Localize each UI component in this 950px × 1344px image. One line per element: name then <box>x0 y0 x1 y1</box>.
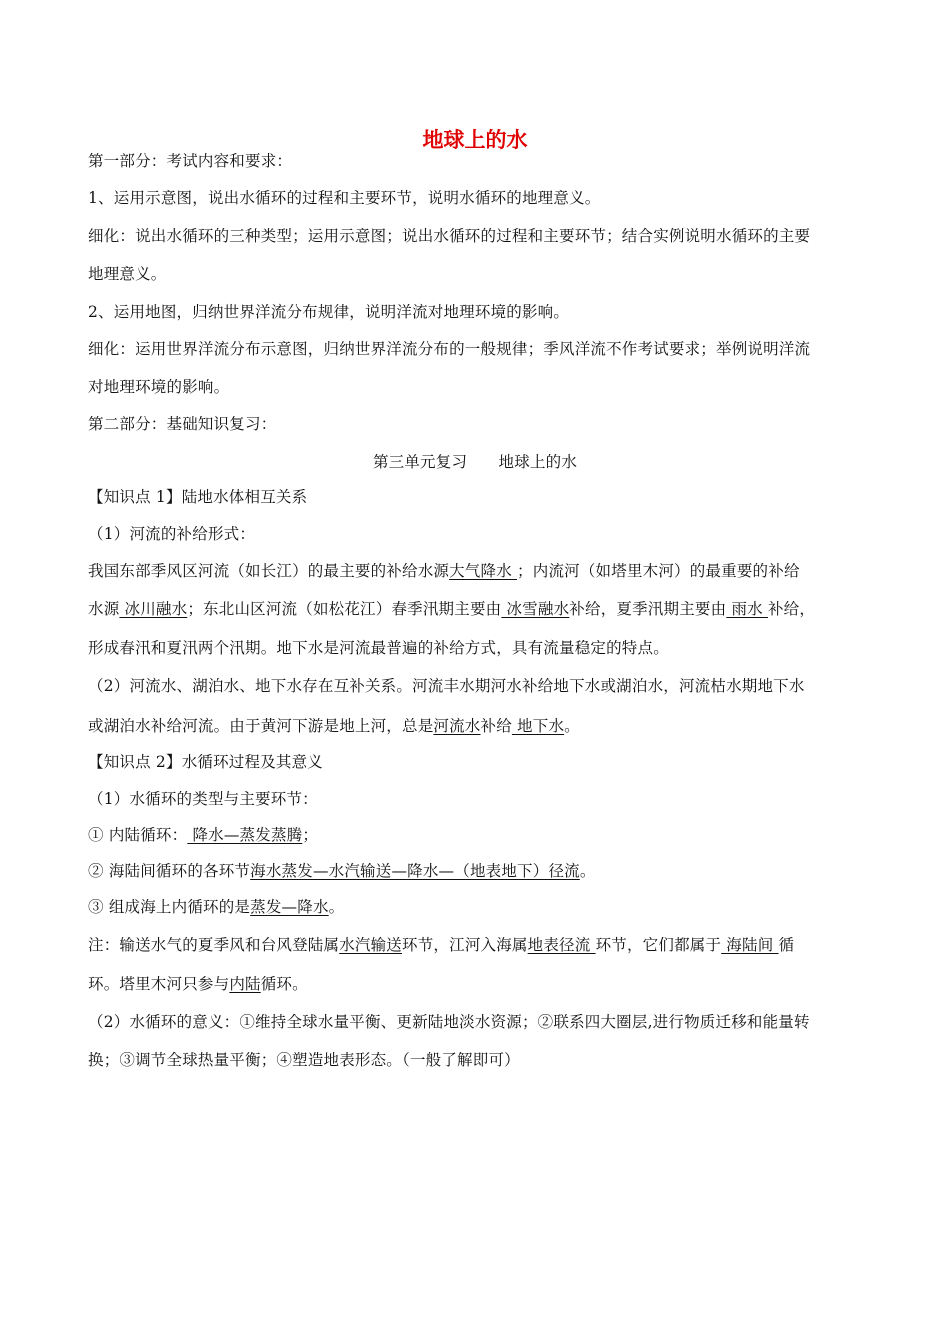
answer-blank: 海水蒸发—水汽输送—降水—（地表地下）径流 <box>250 862 580 880</box>
answer-blank: 地表径流 <box>527 936 596 954</box>
part1-heading: 第一部分：考试内容和要求： <box>88 152 293 170</box>
answer-blank: 大气降水 <box>449 562 518 580</box>
kp1-sub2-line-1: （2）河流水、湖泊水、地下水存在互补关系。河流丰水期河水补给地下水或湖泊水，河流枯水期地下水 <box>88 677 805 695</box>
kp1-paragraph-line-1: 我国东部季风区河流（如长江）的最主要的补给水源大气降水 ；内流河（如塔里木河）的最重要的补给 <box>88 562 800 580</box>
kp1-heading: 【知识点 1】陆地水体相互关系 <box>88 488 308 506</box>
answer-blank: 水汽输送 <box>339 936 403 954</box>
cycle-inland: ① 内陆循环： 降水—蒸发蒸腾； <box>88 826 319 844</box>
cycle-ocean: ③ 组成海上内循环的是蒸发—降水。 <box>88 898 345 916</box>
answer-blank: 降水—蒸发蒸腾 <box>187 826 303 844</box>
kp2-sub1: （1）水循环的类型与主要环节： <box>88 790 318 808</box>
answer-blank: 海陆间 <box>721 936 779 954</box>
kp1-sub2-line-2: 或湖泊水补给河流。由于黄河下游是地上河，总是河流水补给 地下水。 <box>88 717 580 735</box>
part2-heading: 第二部分：基础知识复习： <box>88 415 277 433</box>
answer-blank: 冰川融水 <box>119 600 188 618</box>
requirement-1: 1、运用示意图，说出水循环的过程和主要环节，说明水循环的地理意义。 <box>88 189 601 207</box>
requirement-2: 2、运用地图，归纳世界洋流分布规律，说明洋流对地理环境的影响。 <box>88 303 570 321</box>
detail-2-line-2: 对地理环境的影响。 <box>88 378 230 396</box>
kp2-heading: 【知识点 2】水循环过程及其意义 <box>88 753 323 771</box>
answer-blank: 蒸发—降水 <box>250 898 329 916</box>
detail-1-line-2: 地理意义。 <box>88 265 167 283</box>
cycle-sea-land: ② 海陆间循环的各环节海水蒸发—水汽输送—降水—（地表地下）径流。 <box>88 862 596 880</box>
answer-blank: 地下水 <box>511 717 565 735</box>
detail-1-line-1: 细化：说出水循环的三种类型；运用示意图；说出水循环的过程和主要环节；结合实例说明水循环的主要 <box>88 227 811 245</box>
kp1-sub1: （1）河流的补给形式： <box>88 525 256 543</box>
answer-blank: 河流水 <box>433 717 481 735</box>
answer-blank: 雨水 <box>726 600 768 618</box>
kp1-paragraph-line-2: 水源 冰川融水；东北山区河流（如松花江）春季汛期主要由 冰雪融水补给，夏季汛期主要由 雨水 补给， <box>88 600 816 618</box>
note-line-1: 注：输送水气的夏季风和台风登陆属水汽输送环节，江河入海属地表径流 环节，它们都属于 海陆间 循 <box>88 936 795 954</box>
kp2-sub2-line-2: 换；③调节全球热量平衡；④塑造地表形态。（一般了解即可） <box>88 1051 520 1069</box>
kp1-paragraph-line-3: 形成春汛和夏汛两个汛期。地下水是河流最普遍的补给方式，具有流量稳定的特点。 <box>88 639 669 657</box>
page-title: 地球上的水 <box>422 128 528 152</box>
detail-2-line-1: 细化：运用世界洋流分布示意图，归纳世界洋流分布的一般规律；季风洋流不作考试要求；举例说明洋流 <box>88 340 811 358</box>
unit-title: 第三单元复习 地球上的水 <box>372 453 578 471</box>
answer-blank: 内陆 <box>229 975 261 993</box>
note-line-2: 环。塔里木河只参与内陆循环。 <box>88 975 308 993</box>
answer-blank: 冰雪融水 <box>501 600 570 618</box>
kp2-sub2-line-1: （2）水循环的意义：①维持全球水量平衡、更新陆地淡水资源；②联系四大圈层,进行物质迁移和能量转 <box>88 1013 810 1031</box>
